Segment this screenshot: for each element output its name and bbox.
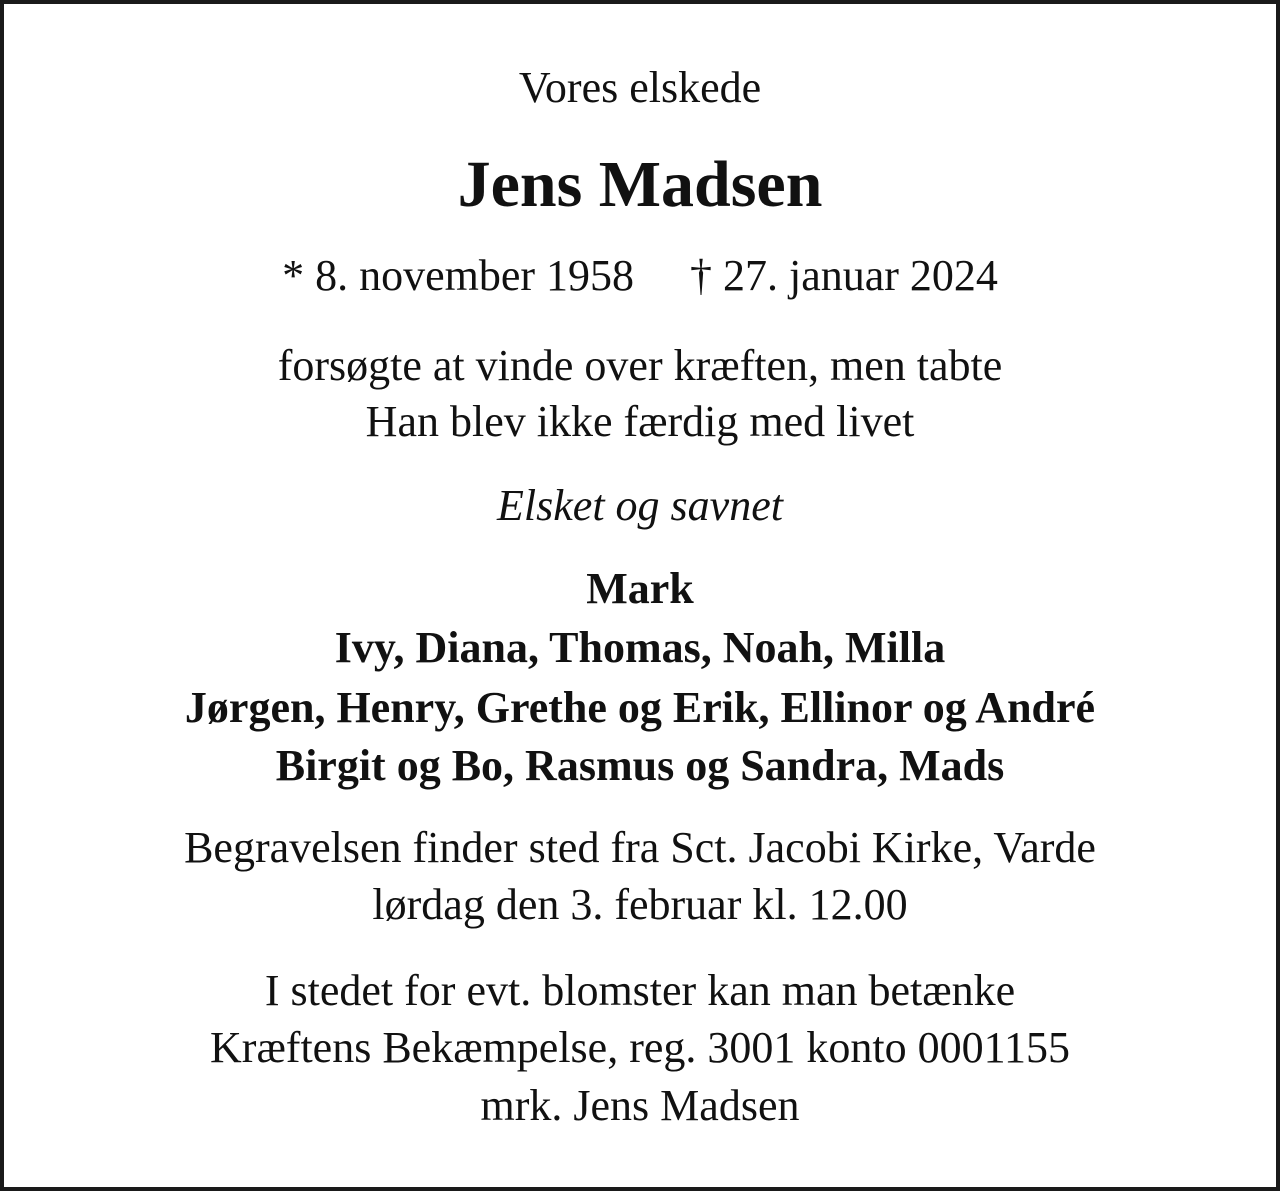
family-line-2: Ivy, Diana, Thomas, Noah, Milla — [334, 623, 946, 672]
donation-line-3: mrk. Jens Madsen — [480, 1081, 800, 1130]
deceased-name: Jens Madsen — [457, 148, 823, 221]
loved-and-missed: Elsket og savnet — [497, 481, 783, 530]
family-line-3: Jørgen, Henry, Grethe og Erik, Ellinor og André — [184, 683, 1096, 732]
life-dates — [4, 251, 1276, 300]
family-line-4: Birgit og Bo, Rasmus og Sandra, Mads — [275, 741, 1005, 790]
birth-date: * 8. november 1958 — [282, 251, 634, 300]
funeral-line-2: lørdag den 3. februar kl. 12.00 — [372, 880, 908, 929]
funeral-line-1: Begravelsen finder sted fra Sct. Jacobi Kirke, Varde — [184, 823, 1096, 872]
death-date: † 27. januar 2024 — [690, 251, 998, 300]
donation-line-1: I stedet for evt. blomster kan man betænke — [264, 966, 1016, 1015]
message-line-1: forsøgte at vinde over kræften, men tabte — [277, 341, 1003, 390]
intro-text: Vores elskede — [518, 63, 762, 112]
message-line-2: Han blev ikke færdig med livet — [365, 397, 915, 446]
donation-line-2: Kræftens Bekæmpelse, reg. 3001 konto 0001155 — [210, 1023, 1070, 1072]
family-line-1: Mark — [586, 564, 694, 613]
